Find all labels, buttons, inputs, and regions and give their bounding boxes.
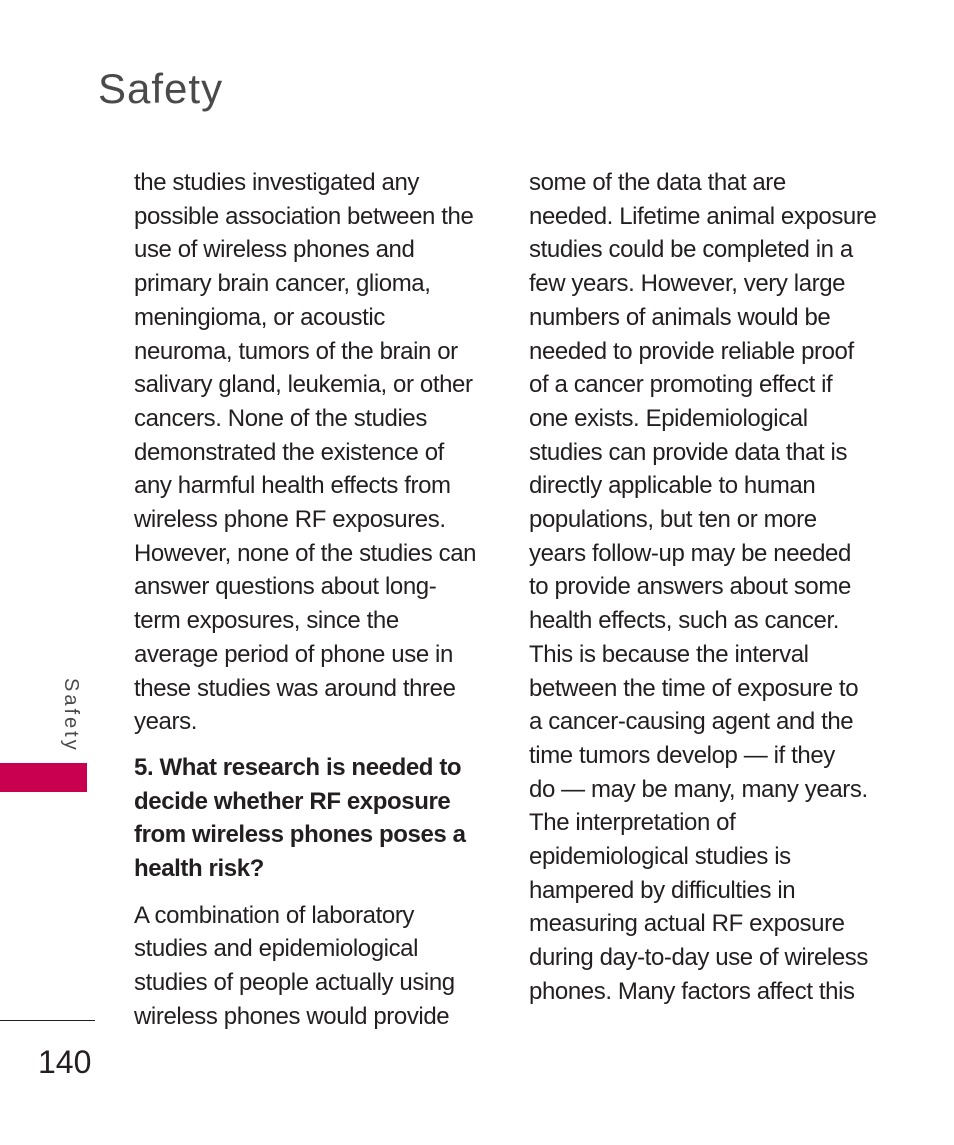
page-title: Safety [98,65,224,112]
text-line: some of the data that are [529,169,786,196]
text-line: numbers of animals would be [529,303,831,331]
text-line: meningioma, or acoustic [134,303,385,331]
text-line: any harmful health effects from [134,472,451,500]
text-line: directly applicable to human [529,472,816,500]
text-line: 5. What research is needed to [134,753,462,781]
text-line: The interpretation of [529,809,736,837]
text-line: salivary gland, leukemia, or other [134,371,473,399]
text-line: populations, but ten or more [529,506,817,534]
text-line: wireless phones would provide [134,1002,450,1030]
left-column [134,166,484,1034]
text-line: do — may be many, many years. [529,775,868,803]
text-line: phones. Many factors affect this [529,977,855,1005]
text-line: epidemiological studies is [529,843,791,871]
text-line: measuring actual RF exposure [529,910,845,938]
text-line: However, none of the studies can [134,539,477,567]
text-line: needed. Lifetime animal exposure [529,202,877,230]
text-line: studies and epidemiological [134,935,419,963]
text-line: studies could be completed in a [529,236,853,264]
text-line: few years. However, very large [529,270,846,298]
right-column [529,166,881,1009]
text-line: hampered by difficulties in [529,876,796,904]
text-line: needed to provide reliable proof [529,337,854,365]
text-line: studies of people actually using [134,969,455,997]
text-line: of a cancer promoting effect if [529,371,833,399]
text-line: average period of phone use in [134,640,453,668]
page-number: 140 [38,1044,92,1080]
text-line: health effects, such as cancer. [529,607,840,635]
text-line: a cancer-causing agent and the [529,708,854,736]
text-line: This is because the interval [529,640,809,668]
text-line: the studies investigated any [134,169,419,196]
text-line: wireless phone RF exposures. [134,506,446,534]
text-line: answer questions about long- [134,573,437,601]
text-line: years follow-up may be needed [529,539,851,567]
text-line: years. [134,708,197,736]
side-tab-bar [0,763,87,792]
text-line: cancers. None of the studies [134,404,427,432]
text-line: use of wireless phones and [134,236,415,264]
text-line: to provide answers about some [529,573,851,601]
text-line: decide whether RF exposure [134,787,451,815]
text-line: possible association between the [134,202,474,230]
footer-divider [0,1020,95,1021]
text-line: during day-to-day use of wireless [529,944,868,972]
text-line: one exists. Epidemiological [529,404,808,432]
paragraph [134,166,484,739]
text-line: from wireless phones poses a [134,821,466,849]
text-line: term exposures, since the [134,607,399,635]
section-heading [134,751,484,886]
paragraph [529,166,881,1009]
paragraph [134,899,484,1034]
text-line: these studies was around three [134,674,456,702]
text-line: time tumors develop — if they [529,741,835,769]
text-line: between the time of exposure to [529,674,859,702]
text-line: primary brain cancer, glioma, [134,270,431,298]
text-line: neuroma, tumors of the brain or [134,337,458,365]
text-line: demonstrated the existence of [134,438,444,466]
text-line: A combination of laboratory [134,901,415,929]
text-line: health risk? [134,855,264,883]
side-tab-label: Safety [60,678,82,753]
text-line: studies can provide data that is [529,438,848,466]
